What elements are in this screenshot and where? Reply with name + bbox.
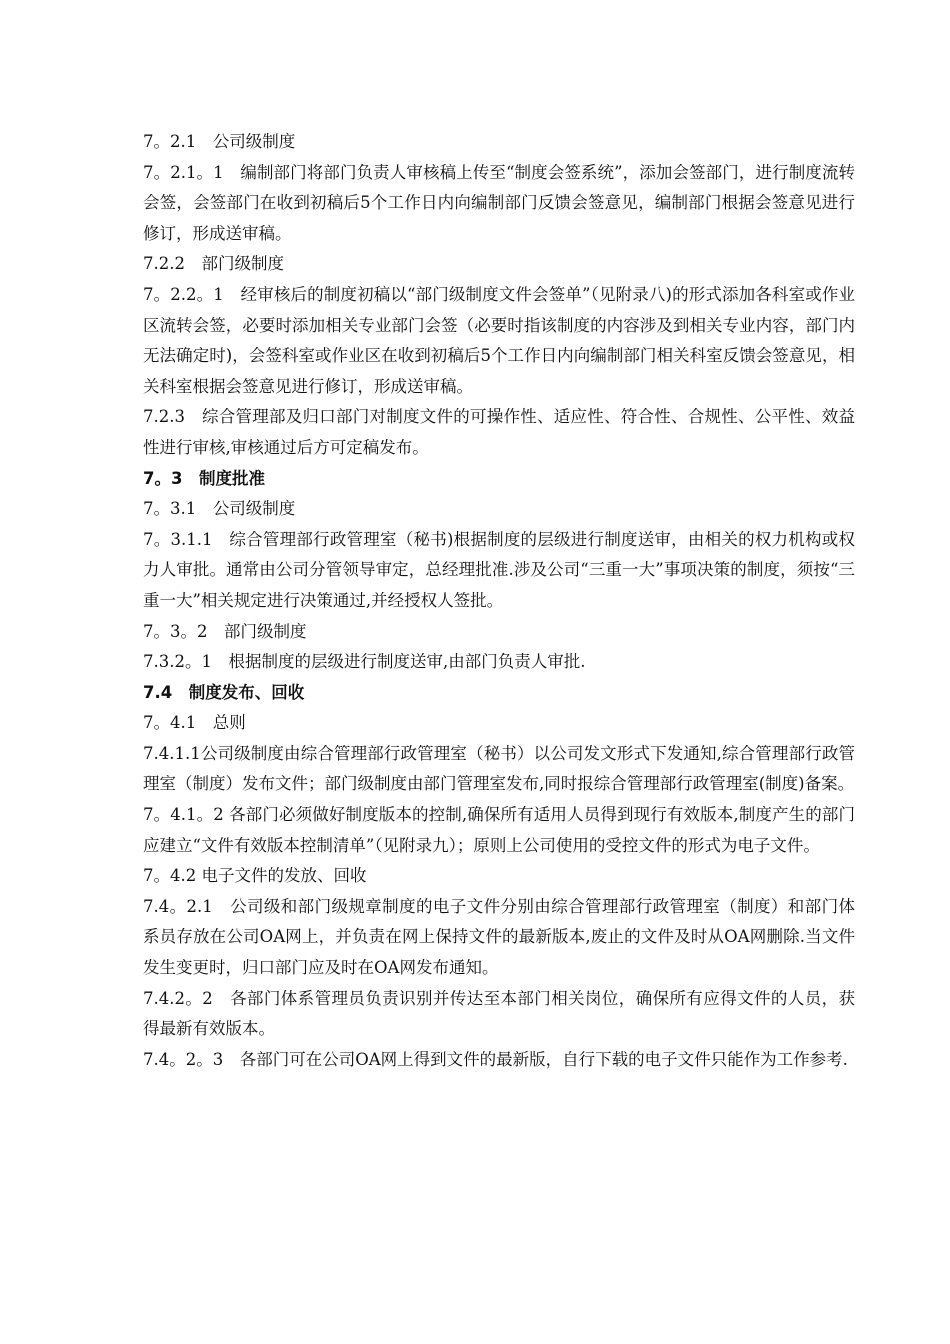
clause-7-2-3: 7.2.3 综合管理部及归口部门对制度文件的可操作性、适应性、符合性、合规性、公平性、效益性进行审核,审核通过后方可定稿发布。 [143, 407, 855, 457]
clause-7-3-2-title: 7。3。2 部门级制度 [143, 621, 307, 641]
clause-7-4-2-3: 7.4。2。3 各部门可在公司OA网上得到文件的最新版，自行下载的电子文件只能作为工作参考. [143, 1049, 848, 1069]
clause-7-3-2-1: 7.3.2。1 根据制度的层级进行制度送审,由部门负责人审批. [143, 652, 586, 672]
clause-7-4-2-title: 7。4.2 电子文件的发放、回收 [143, 866, 367, 886]
clause-7-3-1-title: 7。3.1 公司级制度 [143, 499, 296, 519]
clause-7-2-1-title: 7。2.1 公司级制度 [143, 132, 296, 151]
clause-7-4-1-2: 7。4.1。2 各部门必须做好制度版本的控制,确保所有适用人员得到现行有效版本,制度产生的部门应建立“文件有效版本控制清单”（见附录九）；原则上公司使用的受控文件的形式为电子文件。 [143, 805, 855, 855]
clause-7-2-1-1: 7。2.1。1 编制部门将部门负责人审核稿上传至“制度会签系统”，添加会签部门，进行制度流转会签，会签部门在收到初稿后5个工作日内向编制部门反馈会签意见，编制部门根据会签意见进行修订，形成送审稿。 [143, 162, 855, 243]
section-7-3-heading: 7。3 制度批准 [143, 468, 265, 488]
document-body [143, 127, 855, 1075]
clause-7-3-1-1: 7。3.1.1 综合管理部行政管理室（秘书)根据制度的层级进行制度送审，由相关的权力机构或权力人审批。通常由公司分管领导审定，总经理批准.涉及公司“三重一大”事项决策的制度，须按“三重一大”相关规定进行决策通过,并经授权人签批。 [143, 529, 855, 610]
clause-7-4-2-1: 7.4。2.1 公司级和部门级规章制度的电子文件分别由综合管理部行政管理室（制度）和部门体系员存放在公司OA网上，并负责在网上保持文件的最新版本,废止的文件及时从OA网删除.当文件发生变更时，归口部门应及时在OA网发布通知。 [143, 896, 855, 978]
clause-7-4-1-title: 7。4.1 总则 [143, 713, 246, 733]
clause-7-2-2-title: 7.2.2 部门级制度 [143, 254, 284, 274]
clause-7-2-2-1: 7。2.2。1 经审核后的制度初稿以“部门级制度文件会签单”（见附录八)的形式添加各科室或作业区流转会签，必要时添加相关专业部门会签（必要时指该制度的内容涉及到相关专业内容，部门内无法确定时)，会签科室或作业区在收到初稿后5个工作日内向编制部门相关科室反馈会签意见，相关科室根据会签意见进行修订，形成送审稿。 [143, 284, 855, 396]
clause-7-4-2-2: 7.4.2。2 各部门体系管理员负责识别并传达至本部门相关岗位，确保所有应得文件的人员，获得最新有效版本。 [143, 988, 855, 1039]
clause-7-4-1-1: 7.4.1.1公司级制度由综合管理部行政管理室（秘书）以公司发文形式下发通知,综合管理部行政管理室（制度）发布文件；部门级制度由部门管理室发布,同时报综合管理部行政管理室(制度)备案。 [143, 743, 855, 794]
section-7-4-heading: 7.4 制度发布、回收 [143, 682, 305, 702]
